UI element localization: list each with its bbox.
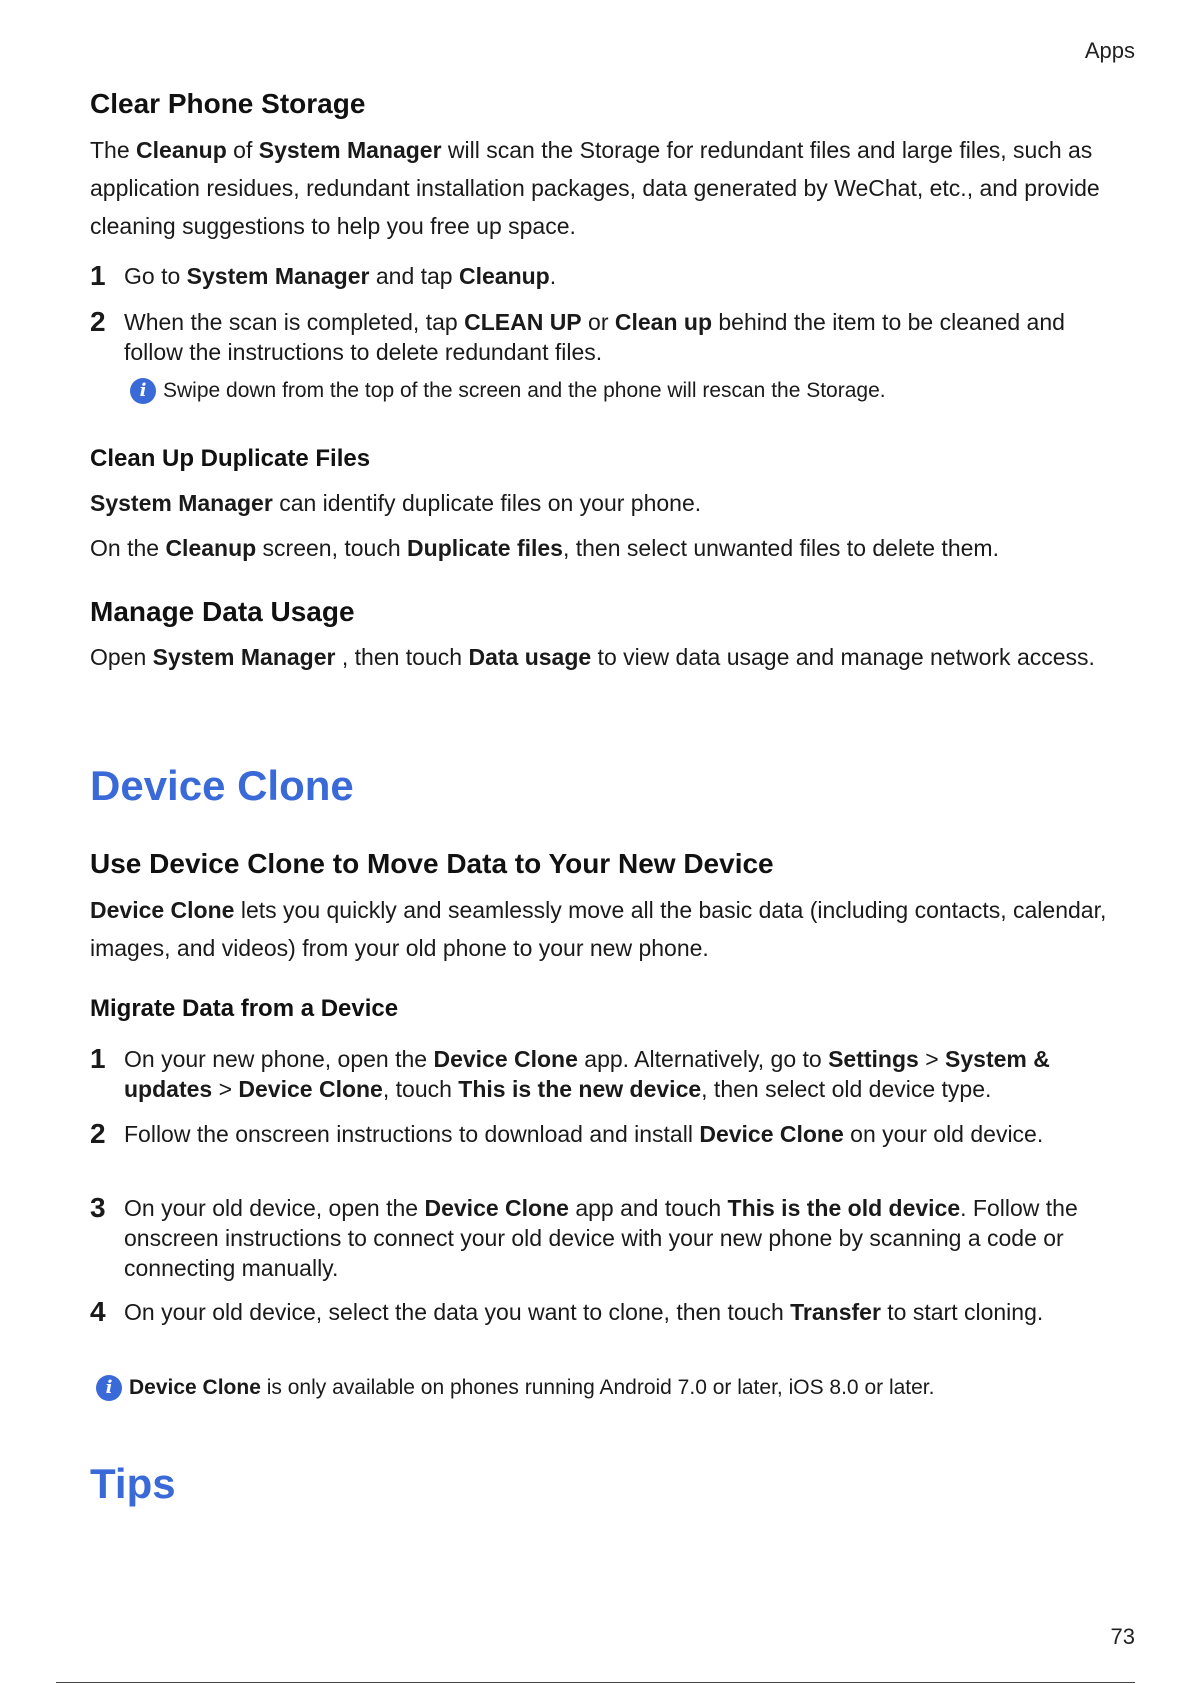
clone-step-1 [90, 1044, 1130, 1104]
bold-term: System Manager [258, 137, 442, 163]
device-clone-intro: Device Clone lets you quickly and seamlessly move all the basic data (including contacts, calendar, images, and videos) from your old phone to your new phone. [90, 897, 1107, 961]
info-icon: i [96, 1375, 122, 1401]
step-number: 1 [90, 1043, 106, 1074]
step-text: Go to System Manager and tap Cleanup. [124, 263, 557, 289]
bold-term: Data usage [468, 644, 592, 670]
clear-storage-heading: Clear Phone Storage [90, 88, 366, 119]
data-usage-heading: Manage Data Usage [90, 596, 355, 627]
bold-term: System & updates [124, 1046, 1050, 1102]
step-number: 2 [90, 1118, 106, 1149]
bold-term: Device Clone [238, 1076, 383, 1102]
clone-step-4 [90, 1297, 1130, 1327]
bold-term: System Manager [152, 644, 336, 670]
step-number: 1 [90, 260, 106, 291]
step-number: 3 [90, 1192, 106, 1223]
bold-term: System Manager [90, 490, 273, 516]
footer-divider [56, 1682, 1135, 1683]
step-text: On your old device, open the Device Clone app and touch This is the old device. Follow the onscreen instructions to connect your old device with your new phone by scanning a code or connecting manually. [124, 1195, 1078, 1281]
device-clone-subtitle: Use Device Clone to Move Data to Your New Device [90, 848, 774, 879]
bold-term: Transfer [790, 1299, 881, 1325]
page-number: 73 [1110, 1624, 1135, 1649]
page-header-section: Apps [1084, 38, 1135, 63]
info-icon: i [130, 378, 156, 404]
note-text: Device Clone is only available on phones running Android 7.0 or later, iOS 8.0 or later. [129, 1376, 935, 1399]
bold-term: Cleanup [136, 137, 227, 163]
clone-step-3 [90, 1193, 1130, 1283]
device-clone-title: Device Clone [90, 762, 354, 809]
step-text: On your new phone, open the Device Clone app. Alternatively, go to Settings > System & updates > Device Clone, touch This is the new device, then select old device type. [124, 1046, 1050, 1102]
bold-term: Device Clone [424, 1195, 569, 1221]
bold-term: Clean up [614, 309, 712, 335]
clone-step-2 [90, 1119, 1130, 1149]
bold-term: Device Clone [90, 897, 235, 923]
bold-term: Settings [828, 1046, 919, 1072]
note-text: Swipe down from the top of the screen and the phone will rescan the Storage. [163, 379, 886, 402]
migrate-data-heading: Migrate Data from a Device [90, 995, 399, 1022]
step-text: When the scan is completed, tap CLEAN UP or Clean up behind the item to be cleaned and follow the instructions to delete redundant files. [124, 309, 1065, 365]
duplicate-files-line-2: On the Cleanup screen, touch Duplicate files, then select unwanted files to delete them. [90, 535, 999, 561]
bold-term: This is the new device [458, 1076, 702, 1102]
bold-term: Cleanup [165, 535, 257, 561]
clear-storage-intro: The Cleanup of System Manager will scan the Storage for redundant files and large files, such as application residues, redundant installation packages, data generated by WeChat, etc., and provide cleaning suggestions to help you free up space. [90, 137, 1100, 239]
bold-term: Cleanup [459, 263, 550, 289]
bold-term: CLEAN UP [464, 309, 582, 335]
tips-title: Tips [90, 1460, 176, 1507]
device-clone-note [96, 1374, 934, 1402]
duplicate-files-line-1: System Manager can identify duplicate files on your phone. [90, 490, 702, 516]
step-number: 2 [90, 306, 106, 337]
step-number: 4 [90, 1296, 106, 1327]
storage-step-2 [90, 307, 1130, 367]
storage-note [130, 377, 886, 405]
bold-term: Device Clone [129, 1376, 261, 1399]
storage-step-1 [90, 261, 1130, 291]
bold-term: System Manager [186, 263, 370, 289]
bold-term: Device Clone [433, 1046, 578, 1072]
bold-term: This is the old device [727, 1195, 961, 1221]
duplicate-files-heading: Clean Up Duplicate Files [90, 445, 371, 472]
bold-term: Duplicate files [407, 535, 563, 561]
step-text: On your old device, select the data you want to clone, then touch Transfer to start cloning. [124, 1299, 1044, 1325]
data-usage-text: Open System Manager , then touch Data usage to view data usage and manage network access. [90, 644, 1095, 670]
bold-term: Device Clone [699, 1121, 844, 1147]
step-text: Follow the onscreen instructions to download and install Device Clone on your old device. [124, 1121, 1044, 1147]
